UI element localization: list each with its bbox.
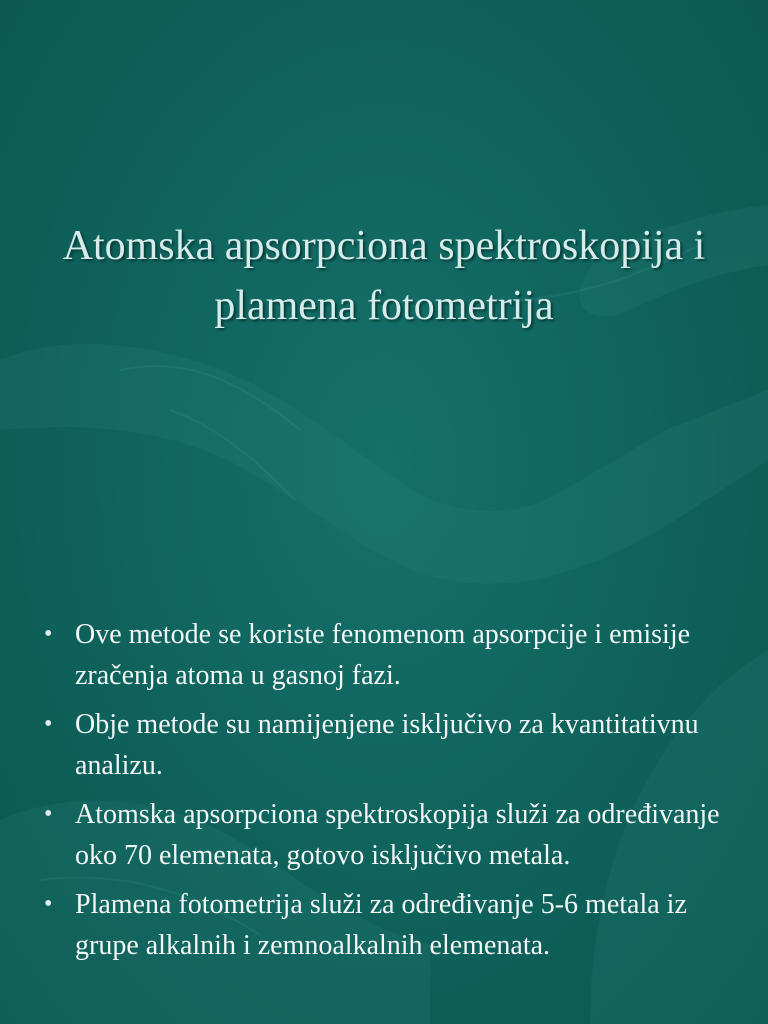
bullet-item bbox=[44, 614, 734, 696]
bullet-text: Ove metode se koriste fenomenom apsorpcije i emisije zračenja atoma u gasnoj fazi. bbox=[75, 619, 691, 691]
bullet-text: Atomska apsorpciona spektroskopija služi za određivanje oko 70 elemenata, gotovo isključivo metala. bbox=[75, 799, 720, 871]
bullet-text: Plamena fotometrija služi za određivanje 5-6 metala iz grupe alkalnih i zemnoalkalnih elemenata. bbox=[75, 889, 687, 961]
bullet-text: Obje metode su namijenjene isključivo za kvantitativnu analizu. bbox=[75, 709, 699, 781]
bullet-dot-icon: • bbox=[44, 621, 53, 647]
bullet-item bbox=[44, 794, 734, 876]
bullet-dot-icon: • bbox=[44, 891, 53, 917]
bullet-dot-icon: • bbox=[44, 801, 53, 827]
bullet-item bbox=[44, 704, 734, 786]
slide-title: Atomska apsorpciona spektroskopija i plamena fotometrija bbox=[62, 223, 706, 329]
bullet-item bbox=[44, 884, 734, 966]
bullet-list bbox=[44, 614, 734, 974]
bullet-dot-icon: • bbox=[44, 711, 53, 737]
